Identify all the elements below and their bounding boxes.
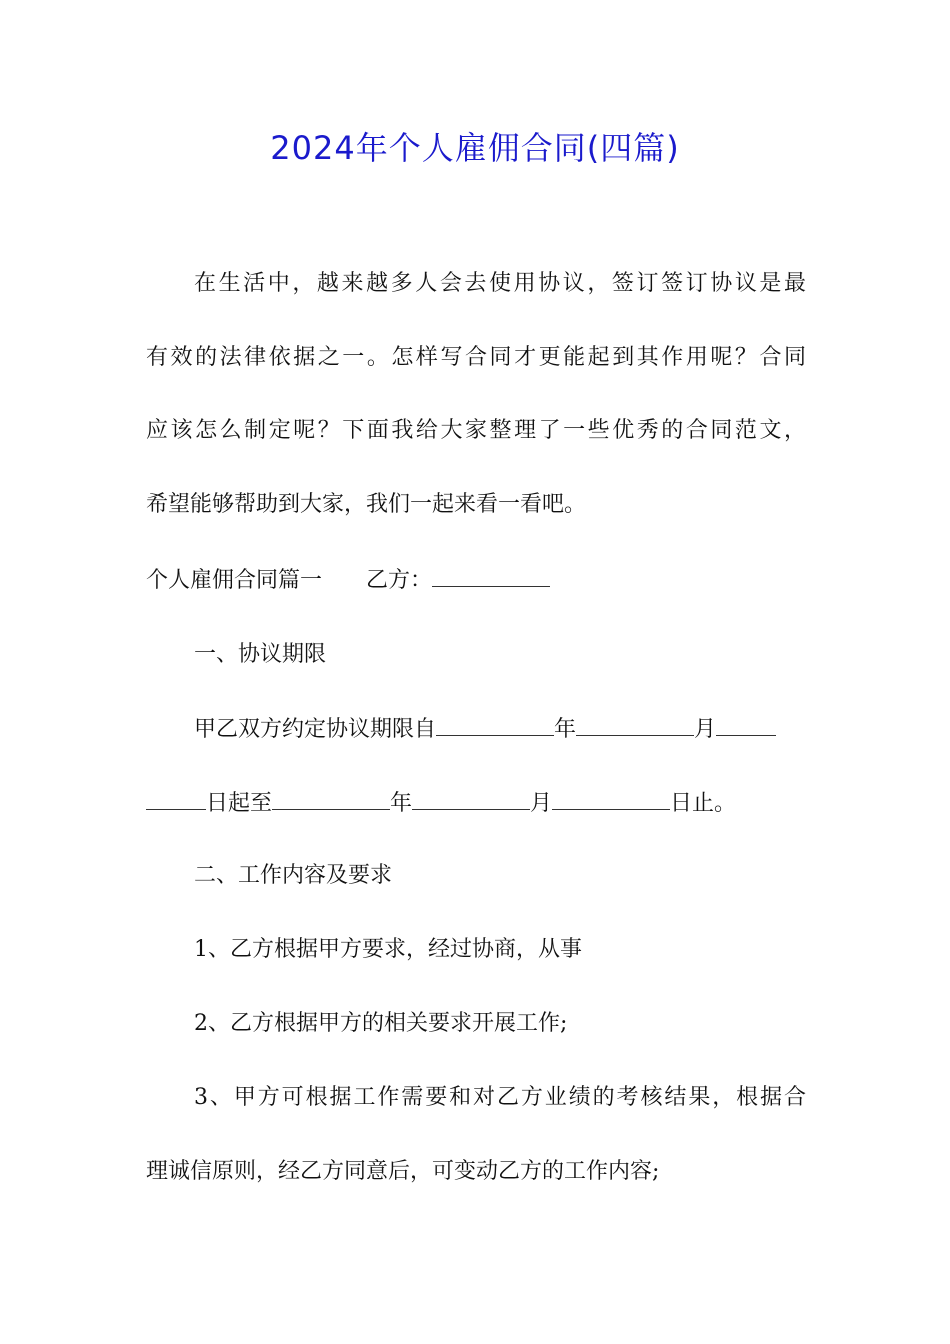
end-day-blank bbox=[552, 787, 670, 810]
start-month-label: 月 bbox=[694, 717, 717, 742]
intro-line-1: 在生活中，越来越多人会去使用协议，签订签订协议是最 bbox=[194, 271, 806, 296]
clause-2-item-2: 2、乙方根据甲方的相关要求开展工作; bbox=[194, 1011, 568, 1036]
clause-1-line-2 bbox=[146, 787, 806, 819]
start-day-label: 日起至 bbox=[206, 791, 273, 816]
clause-1-line-1 bbox=[194, 713, 854, 745]
end-month-blank bbox=[412, 787, 530, 810]
start-year-label: 年 bbox=[554, 717, 577, 742]
section-title: 个人雇佣合同篇一 bbox=[146, 568, 323, 593]
clause-2-item-3: 3、甲方可根据工作需要和对乙方业绩的考核结果，根据合 bbox=[194, 1085, 806, 1110]
start-day-blank-part1 bbox=[716, 713, 776, 736]
end-day-label: 日止。 bbox=[670, 791, 737, 816]
clause-1-heading: 一、协议期限 bbox=[194, 642, 327, 667]
start-day-blank-part2 bbox=[146, 787, 206, 810]
clause-2-heading: 二、工作内容及要求 bbox=[194, 863, 393, 888]
start-year-blank bbox=[436, 713, 554, 736]
end-year-label: 年 bbox=[390, 791, 413, 816]
intro-line-2: 有效的法律依据之一。怎样写合同才更能起到其作用呢？合同 bbox=[146, 345, 806, 370]
end-year-blank bbox=[272, 787, 390, 810]
intro-line-4: 希望能够帮助到大家，我们一起来看一看吧。 bbox=[146, 492, 587, 517]
party-b-label: 乙方： bbox=[366, 568, 433, 593]
term-prefix: 甲乙双方约定协议期限自 bbox=[194, 717, 437, 742]
document-title: 2024年个人雇佣合同(四篇) bbox=[270, 129, 680, 167]
section-header bbox=[146, 564, 806, 596]
clause-2-item-3-continuation: 理诚信原则，经乙方同意后，可变动乙方的工作内容; bbox=[146, 1159, 660, 1184]
start-month-blank bbox=[576, 713, 694, 736]
end-month-label: 月 bbox=[530, 791, 553, 816]
party-b-blank bbox=[432, 564, 550, 587]
clause-2-item-1: 1、乙方根据甲方要求，经过协商，从事 bbox=[194, 937, 582, 962]
intro-line-3: 应该怎么制定呢？下面我给大家整理了一些优秀的合同范文， bbox=[146, 418, 806, 443]
